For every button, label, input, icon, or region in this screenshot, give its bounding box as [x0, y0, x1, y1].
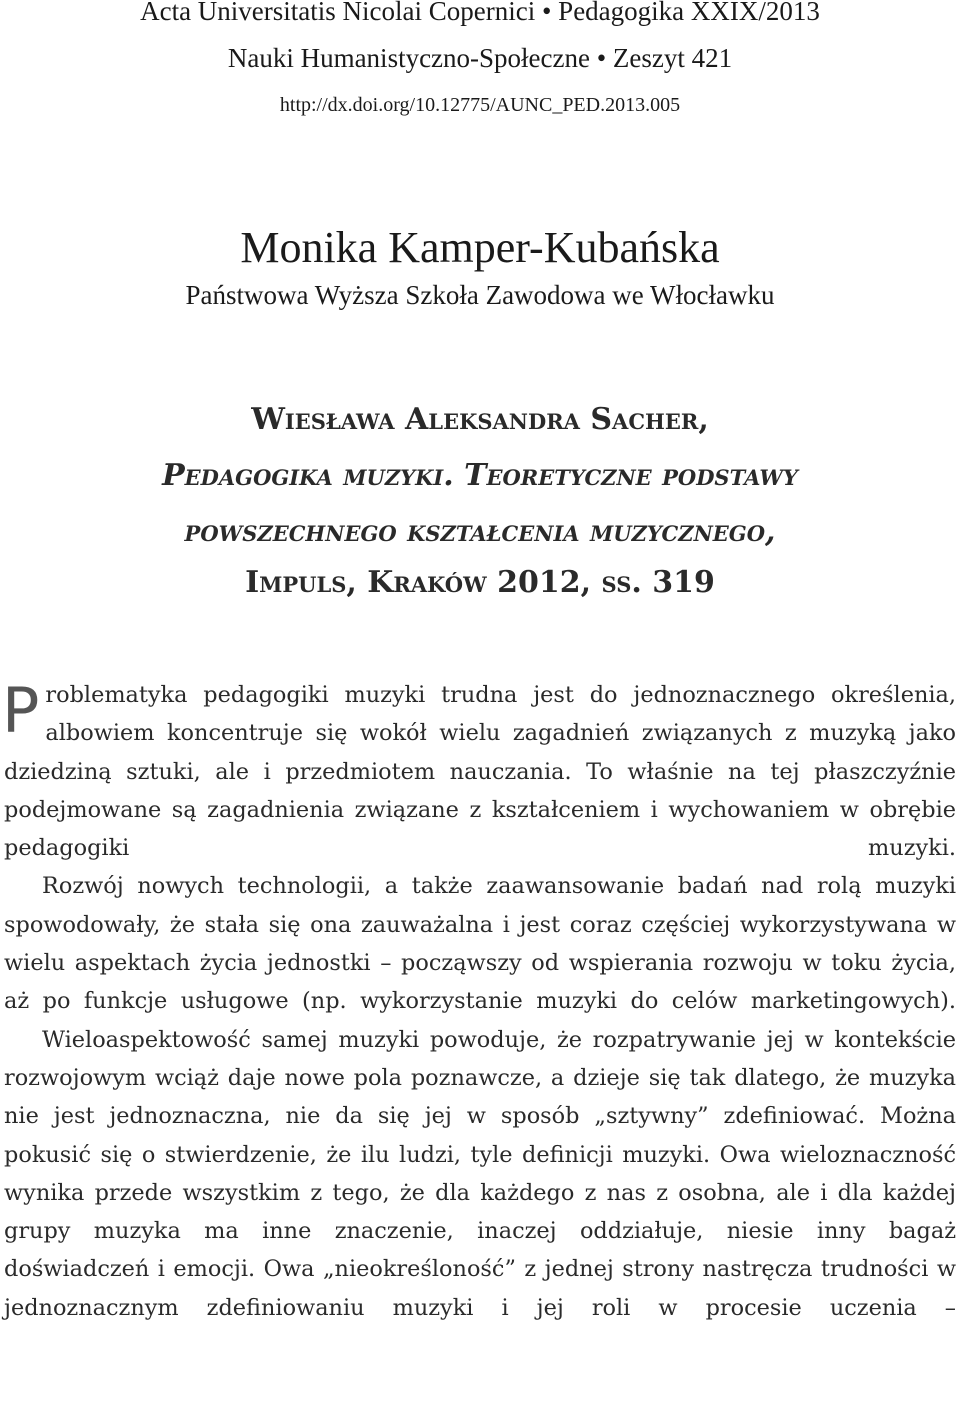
paragraph-2-text: Rozwój nowych technologii, a także zaawansowanie badań nad rolą muzyki spowodowały, że stała się ona zauważalna i jest coraz częściej wykorzystywana w wielu aspektach życia jednostki – począwszy od wspierania rozwoju w toku życia, aż po funkcje usługowe (np. wykorzystanie muzyki do celów marketingowych). — [4, 873, 956, 1015]
paragraph-3 — [4, 1021, 956, 1327]
review-title-line-1: Wiesława Aleksandra Sacher, — [251, 402, 709, 437]
author-affiliation: Państwowa Wyższa Szkoła Zawodowa we Włocławku — [185, 280, 775, 310]
paragraph-1 — [4, 676, 956, 867]
paragraph-3-text: Wieloaspektowość samej muzyki powoduje, że rozpatrywanie jej w kontekście rozwojowym wciąż daje nowe pola poznawcze, a dzieje się tak dlatego, że muzyka nie jest jednoznaczna, nie da się jej w sposób „sztywny” zdefiniować. Można pokusić się o stwierdzenie, że ilu ludzi, tyle definicji muzyki. Owa wieloznaczność wynika przede wszystkim z tego, że dla każdego z nas z osobna, ale i dla każdej grupy muzyka ma inne znaczenie, inaczej oddziałuje, niesie inny bagaż doświadczeń i emocji. Owa „nieokreśloność” z jednej strony nastręcza trudności w jednoznacznym zdefiniowaniu muzyki i jej roli w procesie uczenia – — [4, 1026, 956, 1321]
review-title-line-3: powszechnego kształcenia muzycznego, — [184, 514, 776, 549]
review-title-line-2: Pedagogika muzyki. Teoretyczne podstawy — [162, 458, 798, 493]
review-title-line-4: Impuls, Kraków 2012, ss. 319 — [245, 565, 715, 600]
doi-link[interactable]: http://dx.doi.org/10.12775/AUNC_PED.2013.005 — [279, 94, 681, 116]
drop-cap: P — [2, 674, 40, 747]
author-name: Monika Kamper-Kubańska — [240, 223, 720, 272]
paragraph-2 — [4, 867, 956, 1020]
journal-title: Acta Universitatis Nicolai Copernici • Pedagogika XXIX/2013 — [140, 0, 820, 26]
article-body — [4, 676, 956, 1327]
journal-series: Nauki Humanistyczno-Społeczne • Zeszyt 421 — [227, 43, 733, 73]
paragraph-1-text: roblematyka pedagogiki muzyki trudna jest do jednoznacznego określenia, albowiem koncentruje się wokół wielu zagadnień związanych z muzyką jako dziedziną sztuki, ale i przedmiotem nauczania. To właśnie na tej płaszczyźnie podejmowane są zagadnienia związane z kształceniem i wychowaniem w obrębie pedagogiki muzyki. — [4, 682, 956, 862]
